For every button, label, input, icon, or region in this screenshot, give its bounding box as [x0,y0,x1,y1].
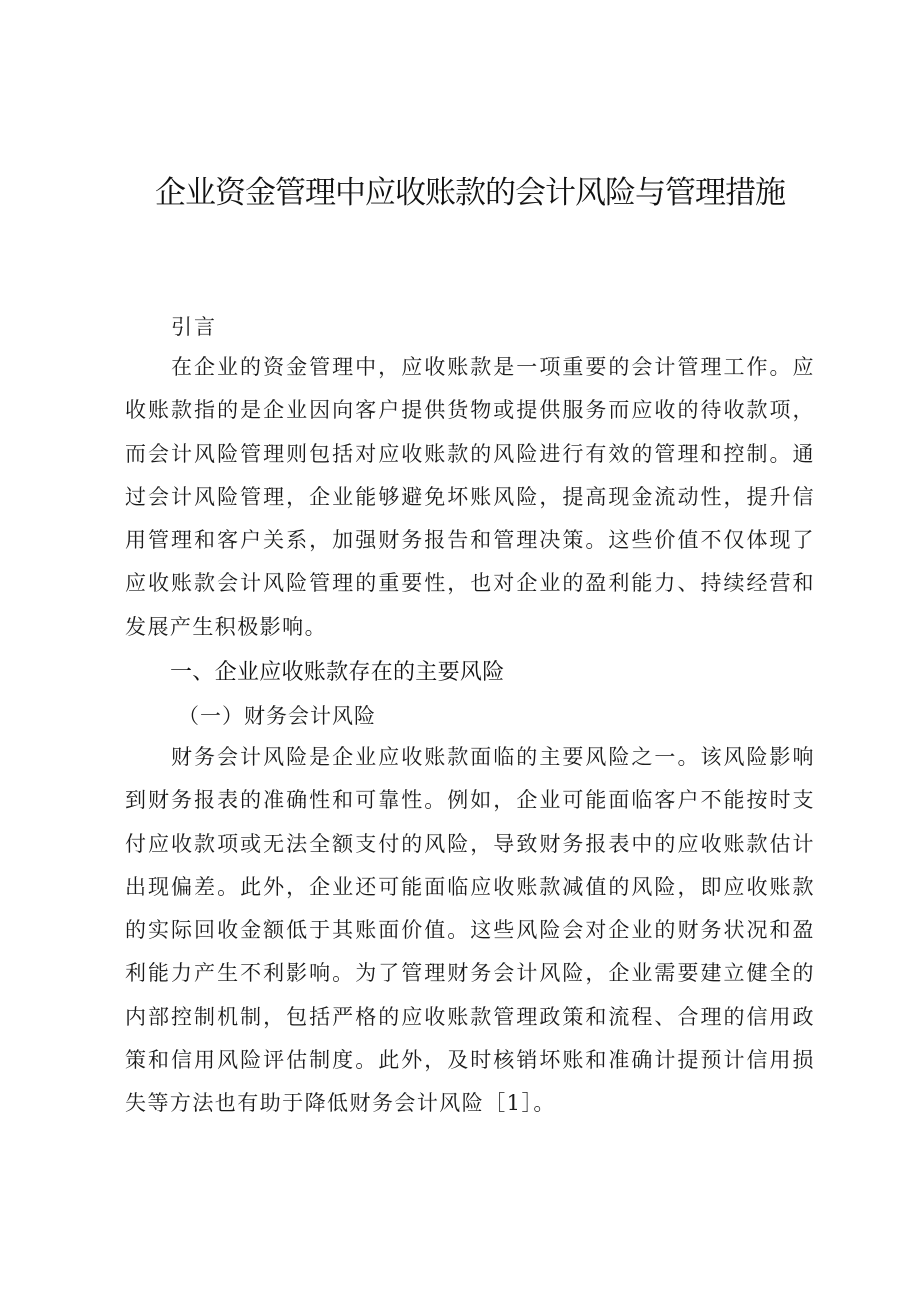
financial-accounting-risk-paragraph: 财务会计风险是企业应收账款面临的主要风险之一。该风险影响到财务报表的准确性和可靠性。例如，企业可能面临客户不能按时支付应收款项或无法全额支付的风险，导致财务报表中的应收账款估计出现偏差。此外，企业还可能面临应收账款减值的风险，即应收账款的实际回收金额低于其账面价值。这些风险会对企业的财务状况和盈利能力产生不利影响。为了管理财务会计风险，企业需要建立健全的内部控制机制，包括严格的应收账款管理政策和流程、合理的信用政策和信用风险评估制度。此外，及时核销坏账和准确计提预计信用损失等方法也有助于降低财务会计风险［1］。 [125,745,815,1116]
intro-paragraph: 在企业的资金管理中，应收账款是一项重要的会计管理工作。应收账款指的是企业因向客户提供货物或提供服务而应收的待收款项，而会计风险管理则包括对应收账款的风险进行有效的管理和控制。通过会计风险管理，企业能够避免坏账风险，提高现金流动性，提升信用管理和客户关系，加强财务报告和管理决策。这些价值不仅体现了应收账款会计风险管理的重要性，也对企业的盈利能力、持续经营和发展产生积极影响。 [125,355,815,639]
subsection-heading-financial-accounting-risk: （一）财务会计风险 [178,704,376,728]
section-heading-main-risks: 一、企业应收账款存在的主要风险 [170,660,505,685]
document-title: 企业资金管理中应收账款的会计风险与管理措施 [155,175,785,211]
intro-label: 引言 [171,315,217,339]
